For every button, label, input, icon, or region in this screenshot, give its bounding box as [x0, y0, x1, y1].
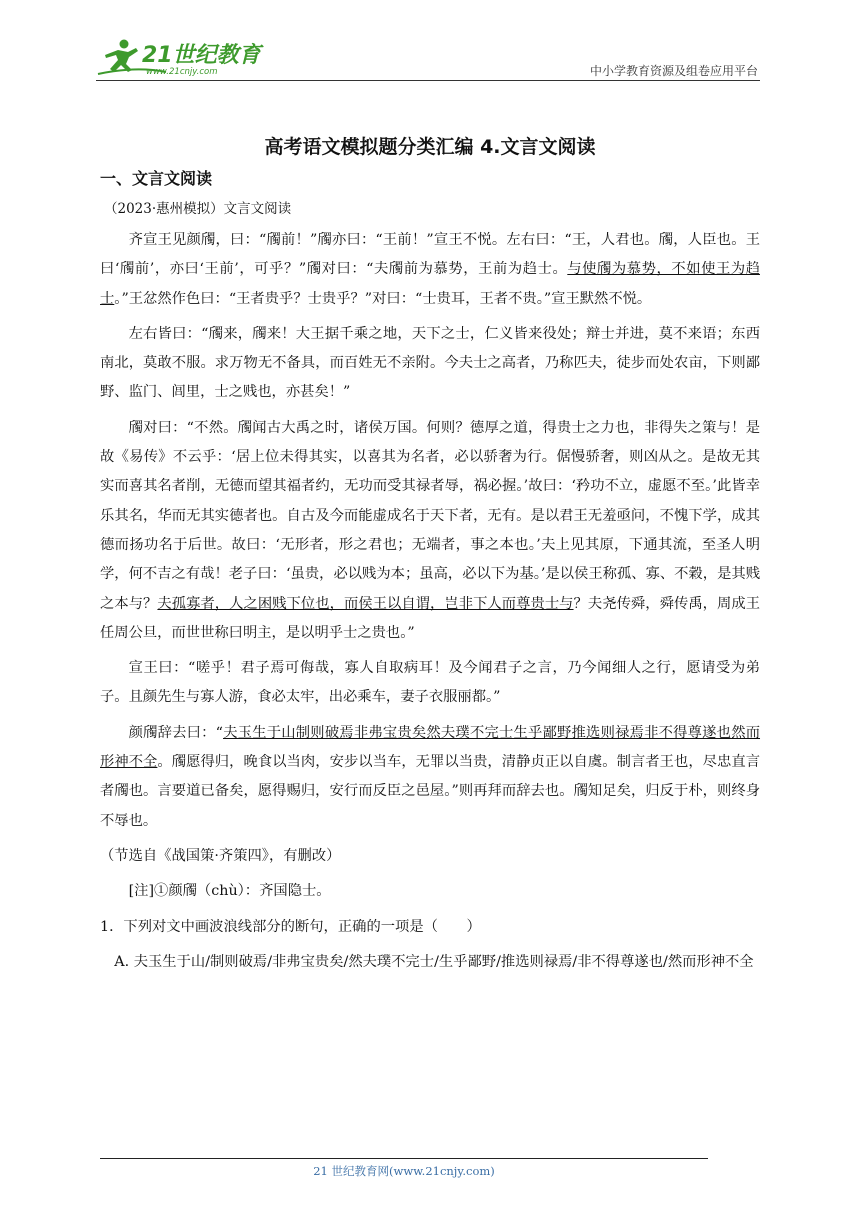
document-title: 高考语文模拟题分类汇编 4.文言文阅读	[264, 136, 596, 158]
paragraph-2: 左右皆曰：“斶来，斶来！大王据千乘之地，天下之士，仁义皆来役处；辩士并进，莫不来语；东西南北，莫敢不服。求万物无不备具，而百姓无不亲附。今夫士之高者，乃称匹夫，徒步而处农亩，下则鄙野、监门、闾里，士之贱也，亦甚矣！”	[100, 325, 760, 401]
paragraph-4: 宣王曰：“嗟乎！君子焉可侮哉，寡人自取病耳！及今闻君子之言，乃今闻细人之行，愿请受为弟子。且颜先生与寡人游，食必太牢，出必乘车，妻子衣服丽都。”	[100, 660, 760, 706]
page-header	[96, 36, 760, 81]
paragraph-3: 斶对曰：“不然。斶闻古大禹之时，诸侯万国。何则？德厚之道，得贵士之力也，非得失之策与！是故《易传》不云乎：‘居上位未得其实，以喜其为名者，必以骄奢为行。倨慢骄奢，则凶从之。是故无其实而喜其名者削，无德而望其福者约，无功而受其禄者辱，祸必握。’故曰：‘矜功不立，虚愿不至。’此皆幸乐其名，华而无其实德者也。自古及今而能虚成名于天下者，无有。是以君王无羞亟问，不愧下学，成其德而扬功名于后世。故曰：‘无形者，形之君也；无端者，事之本也。’夫上见其原，下通其流，至圣人明学，何不吉之有哉！老子曰：‘虽贵，必以贱为本；虽高，必以下为基。’是以侯王称孤、寡、不穀，是其贱之本与？夫孤寡者，人之困贱下位也，而侯王以自谓，岂非下人而尊贵士与？夫尧传舜，舜传禹，周成王任周公旦，而世世称曰明主，是以明乎士之贵也。”	[100, 419, 761, 641]
underlined-sentence-2: 夫孤寡者，人之困贱下位也，而侯王以自谓，岂非下人而尊贵士与	[157, 595, 574, 612]
paragraph-1: 齐宣王见颜斶，曰：“斶前！”斶亦曰：“王前！”宣王不悦。左右曰：“王，人君也。斶，人臣也。王曰‘斶前’，亦曰‘王前’，可乎？”斶对曰：“夫斶前为慕势，王前为趋士。与使斶为慕势，不如使王为趋士。”王忿然作色曰：“王者贵乎？士贵乎？”对曰：“士贵耳，王者不贵。”宣王默然不悦。	[100, 232, 760, 307]
site-logo[interactable]	[96, 36, 296, 78]
paragraph-5: 颜斶辞去曰：“夫玉生于山制则破焉非弗宝贵矣然夫璞不完士生乎鄙野推选则禄焉非不得尊遂也然而形神不全。斶愿得归，晚食以当肉，安步以当车，无罪以当贵，清静贞正以自虞。制言者王也，尽忠直言者斶也。言要道已备矣，愿得赐归，安行而反臣之邑屋。”则再拜而辞去也。斶知足矣，归反于朴，则终身不辱也。	[100, 724, 761, 829]
wavy-underlined-passage: 夫玉生于山制则破焉非弗宝贵矣然夫璞不完士生乎鄙野推选则禄焉非不得尊遂也然而形神不全	[100, 724, 761, 771]
section-heading: 一、文言文阅读	[100, 169, 213, 188]
logo-text: 21世纪教育	[142, 43, 261, 68]
question-1-stem: 1．下列对文中画波浪线部分的断句，正确的一项是（ ）	[100, 918, 481, 935]
header-platform-text: 中小学教育资源及组卷应用平台	[589, 64, 758, 78]
footer-link[interactable]: 21 世纪教育网(www.21cnjy.com)	[313, 1164, 495, 1178]
attribution: （节选自《战国策·齐策四》，有删改）	[100, 847, 341, 864]
passage-body	[100, 226, 760, 983]
source-line: （2023·惠州模拟）文言文阅读	[104, 201, 292, 217]
question-1-option-a: A. 夫玉生于山/制则破焉/非弗宝贵矣/然夫璞不完士/生乎鄙野/推选则禄焉/非不得尊遂也/然而形神不全	[114, 953, 754, 970]
annotation-note: [注]①颜斶（chù）：齐国隐士。	[128, 883, 331, 900]
logo-url: www.21cnjy.com	[146, 67, 218, 77]
underlined-sentence-1: 与使斶为慕势，不如使王为趋士	[100, 261, 760, 307]
footer-divider	[100, 1158, 708, 1159]
